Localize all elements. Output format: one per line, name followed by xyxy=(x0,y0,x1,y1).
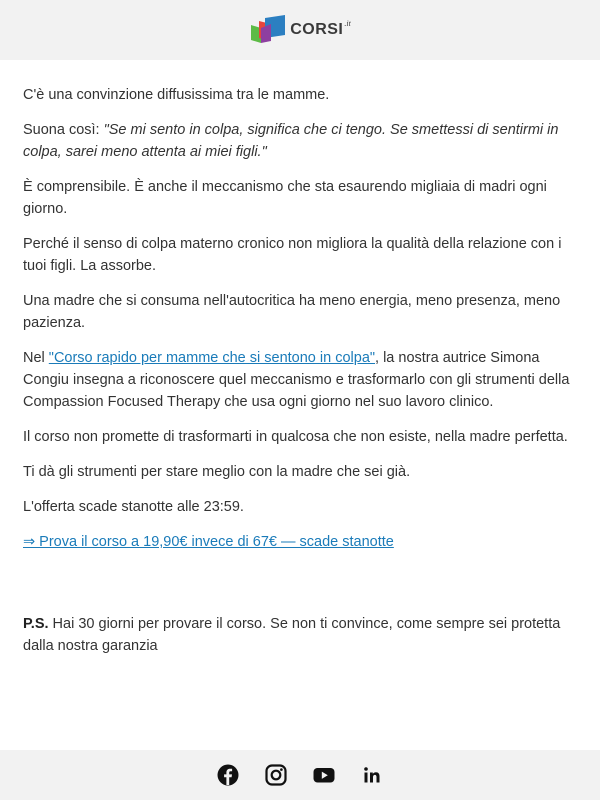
social-links xyxy=(217,764,383,786)
linkedin-icon[interactable] xyxy=(361,764,383,786)
paragraph: Ti dà gli strumenti per stare meglio con la madre che sei già. xyxy=(23,464,411,480)
paragraph: C'è una convinzione diffusissima tra le mamme. xyxy=(23,87,330,103)
course-lead: Nel xyxy=(23,350,49,366)
instagram-icon[interactable] xyxy=(265,764,287,786)
paragraph: Una madre che si consuma nell'autocritica ha meno energia, meno presenza, meno pazienza. xyxy=(23,293,561,331)
paragraph: Perché il senso di colpa materno cronico non migliora la qualità della relazione con i tuoi figli. La assorbe. xyxy=(23,236,562,274)
logo-text: CORSI xyxy=(290,21,344,38)
cta-paragraph xyxy=(23,531,577,553)
paragraph-quote xyxy=(23,119,577,163)
youtube-icon[interactable] xyxy=(313,764,335,786)
logo-suffix: .it xyxy=(344,18,351,28)
paragraph-course xyxy=(23,347,577,413)
postscript xyxy=(23,613,577,657)
corsi-logo[interactable] xyxy=(249,15,351,45)
paragraph: È comprensibile. È anche il meccanismo che sta esaurendo migliaia di madri ogni giorno. xyxy=(23,179,547,217)
logo-mark-icon xyxy=(249,15,287,45)
facebook-icon[interactable] xyxy=(217,764,239,786)
email-footer xyxy=(0,750,600,800)
course-link[interactable]: "Corso rapido per mamme che si sentono in colpa" xyxy=(48,350,376,366)
email-header xyxy=(0,0,600,60)
cta-link[interactable]: ⇒ Prova il corso a 19,90€ invece di 67€ — scade stanotte xyxy=(23,534,394,550)
paragraph: L'offerta scade stanotte alle 23:59. xyxy=(23,499,244,515)
ps-label: P.S. xyxy=(23,616,49,632)
ps-text: Hai 30 giorni per provare il corso. Se non ti convince, come sempre sei protetta dalla nostra garanzia xyxy=(23,616,561,654)
quote-lead: Suona così: xyxy=(23,122,104,138)
course-description: , la nostra autrice Simona Congiu insegna a riconoscere quel meccanismo e trasformarlo con gli strumenti della Compassion Focused Therapy che usa ogni giorno nel suo lavoro clinico. xyxy=(23,350,570,410)
email-body xyxy=(0,60,600,657)
quote-text: "Se mi sento in colpa, significa che ci tengo. Se smettessi di sentirmi in colpa, sarei meno attenta ai miei figli." xyxy=(23,122,559,160)
paragraph: Il corso non promette di trasformarti in qualcosa che non esiste, nella madre perfetta. xyxy=(23,429,568,445)
